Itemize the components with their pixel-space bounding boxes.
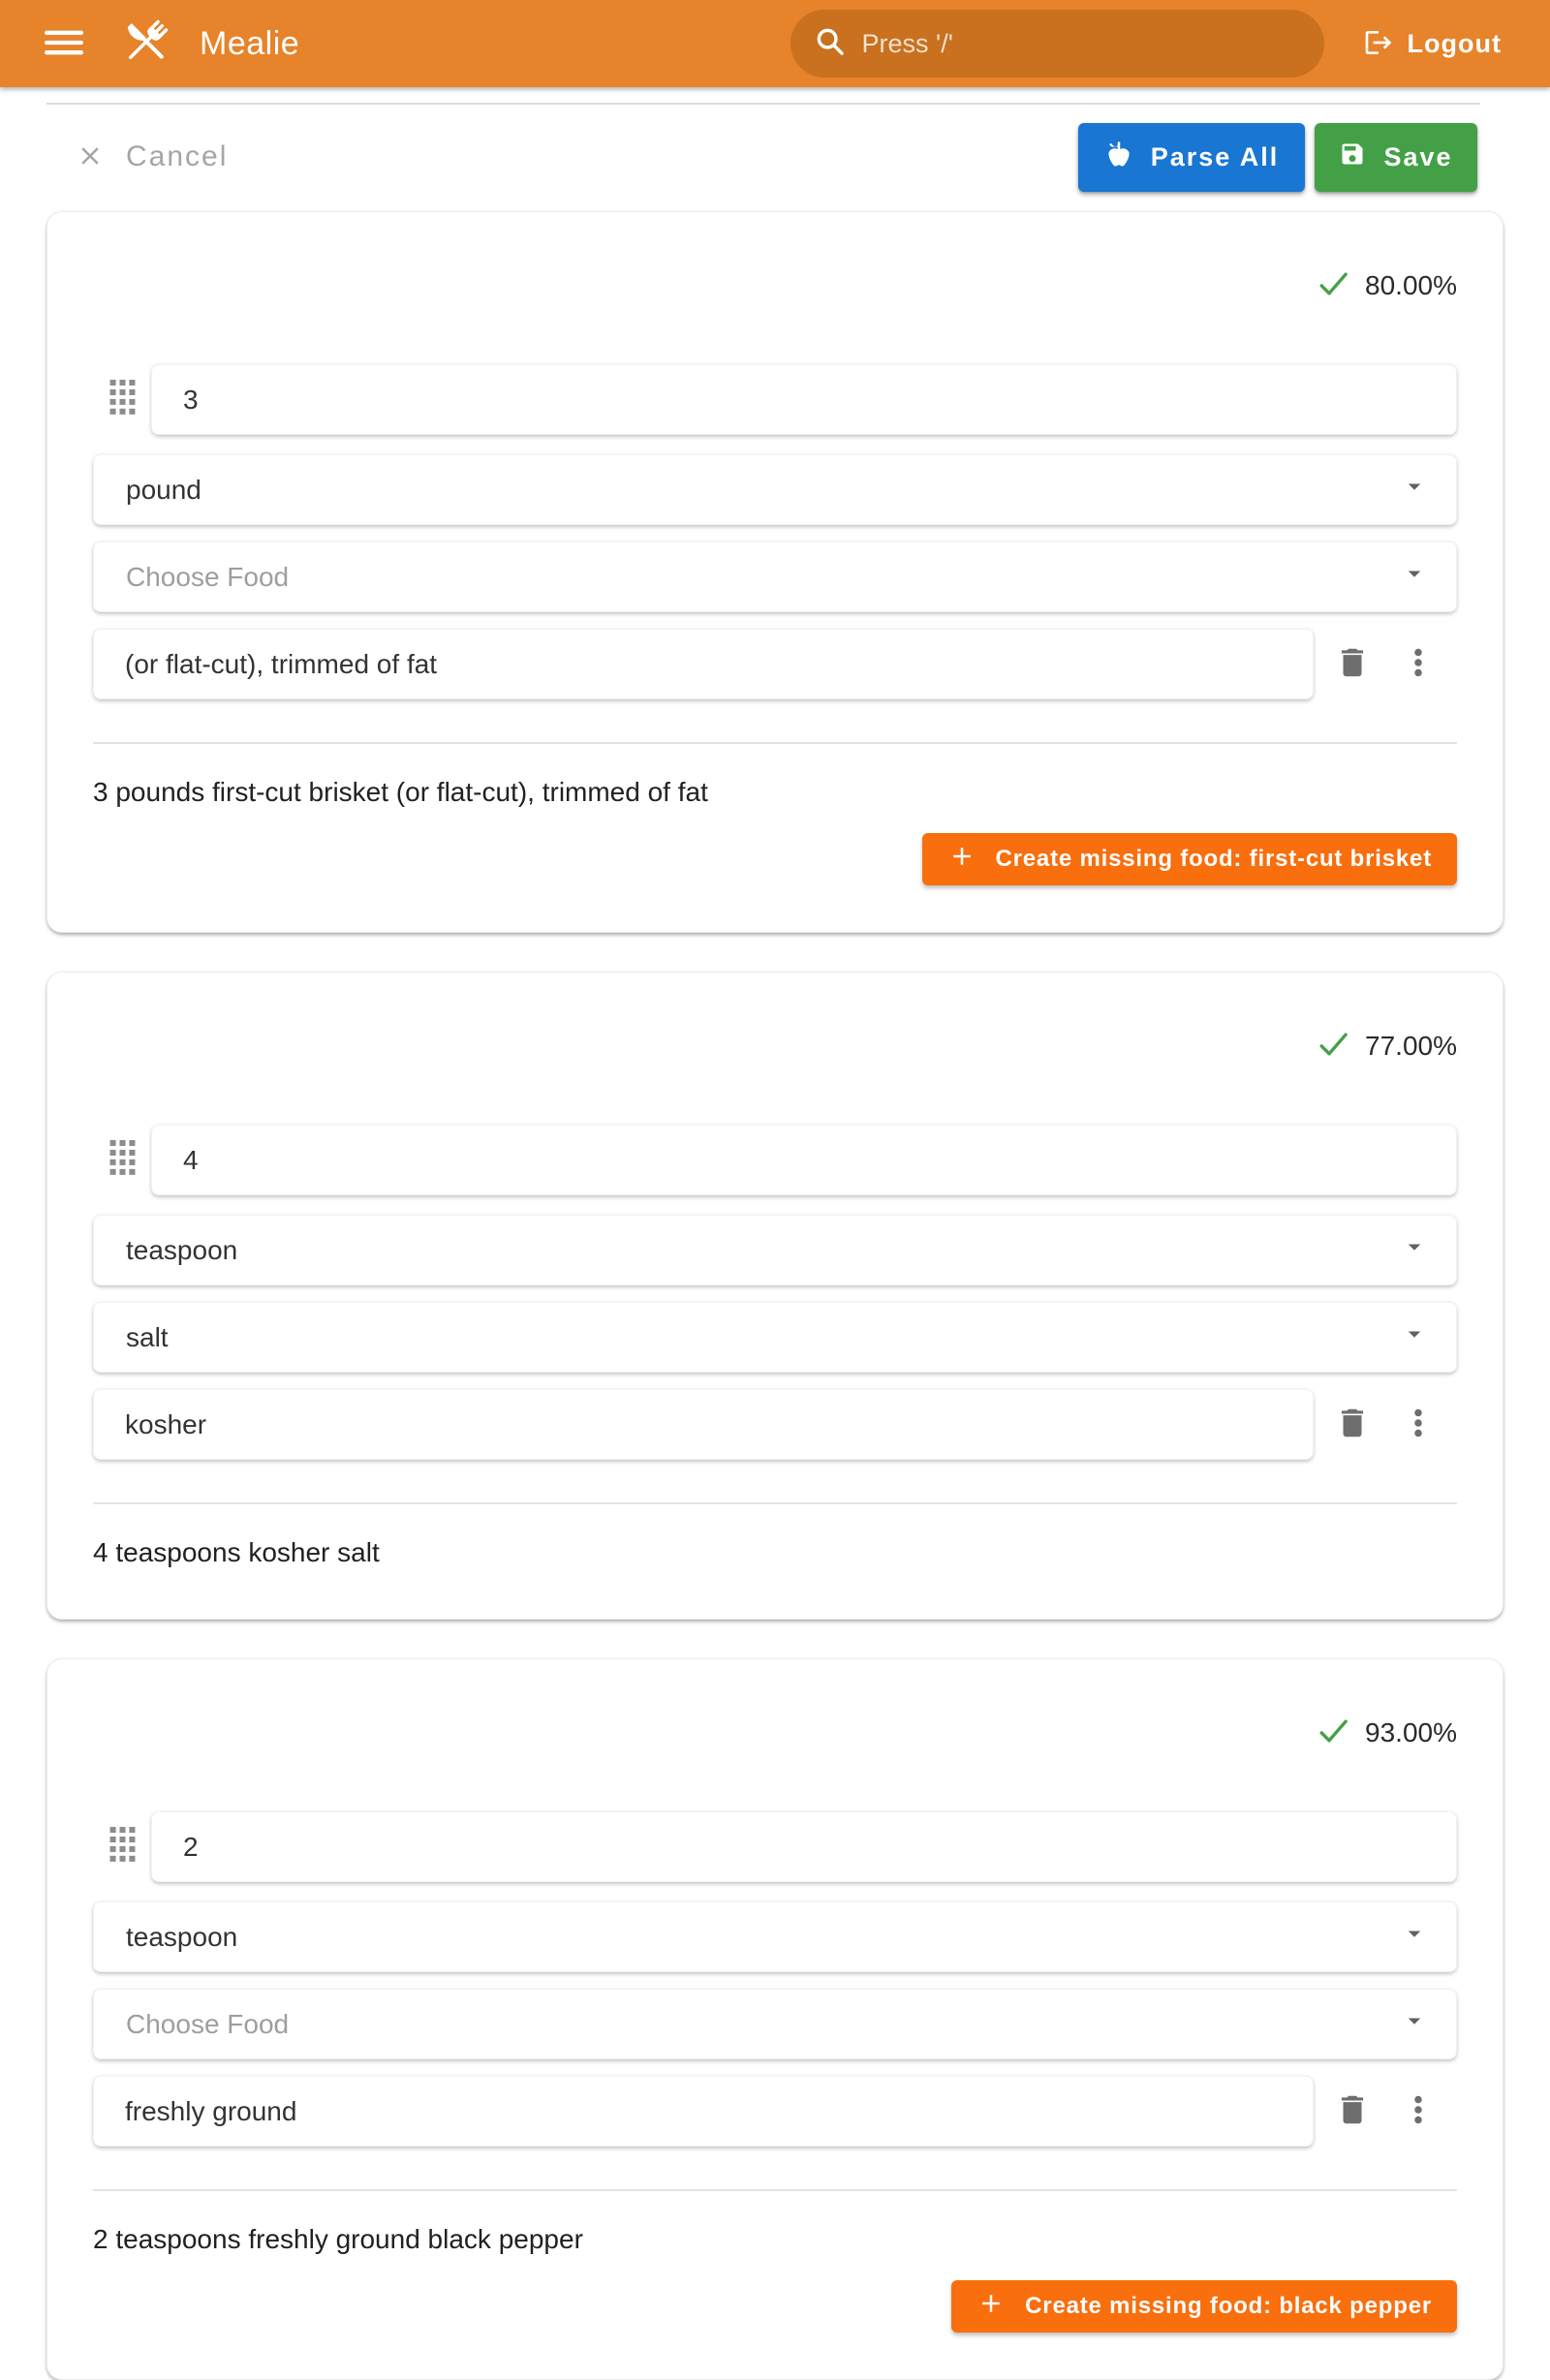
food-select[interactable]: [93, 1302, 1457, 1373]
original-ingredient-text: 2 teaspoons freshly ground black pepper: [93, 2224, 583, 2254]
quantity-input[interactable]: [151, 1125, 1457, 1195]
menu-button[interactable]: [39, 18, 89, 69]
cancel-label: Cancel: [126, 140, 229, 172]
more-options-button[interactable]: [1393, 1400, 1443, 1450]
unit-select[interactable]: [93, 1215, 1457, 1285]
confidence-value: 80.00%: [1365, 270, 1457, 300]
quantity-row: [93, 1125, 1457, 1195]
confidence-row: [93, 1027, 1457, 1066]
menu-down-triangle-icon: [1400, 2006, 1429, 2042]
create-missing-food-button[interactable]: [951, 2280, 1457, 2333]
missing-food-row: [93, 833, 1457, 885]
logout-button[interactable]: [1357, 19, 1507, 69]
quantity-input[interactable]: [151, 1811, 1457, 1882]
save-label: Save: [1383, 141, 1453, 171]
exit-door-icon: [1363, 27, 1394, 61]
original-ingredient-text: 3 pounds first-cut brisket (or flat-cut), trimmed of fat: [93, 777, 708, 807]
drag-handle[interactable]: [93, 1827, 151, 1867]
menu-down-triangle-icon: [1400, 1232, 1429, 1268]
quantity-row: [93, 364, 1457, 435]
apple-icon: [1104, 139, 1133, 175]
header-content-divider: [46, 103, 1480, 105]
note-row: [93, 2076, 1457, 2147]
search-input[interactable]: [862, 29, 1301, 59]
green-check-icon: [1317, 1028, 1349, 1066]
drag-handle[interactable]: [93, 1140, 151, 1180]
hamburger-icon: [45, 23, 83, 65]
menu-down-triangle-icon: [1400, 559, 1429, 595]
mealie-logo[interactable]: [118, 14, 174, 75]
ingredient-card: [46, 211, 1504, 933]
cancel-button[interactable]: [76, 140, 228, 173]
confidence-value: 93.00%: [1365, 1717, 1457, 1747]
divider: [93, 2189, 1457, 2191]
quantity-input[interactable]: [151, 364, 1457, 435]
ingredient-card-list: [46, 211, 1504, 2380]
quantity-row: [93, 1811, 1457, 1882]
parse-all-label: Parse All: [1150, 141, 1280, 171]
note-input[interactable]: [93, 629, 1314, 699]
note-row: [93, 1389, 1457, 1460]
more-options-button[interactable]: [1393, 639, 1443, 690]
note-input[interactable]: [93, 2076, 1314, 2147]
create-missing-food-label: Create missing food: first-cut brisket: [995, 846, 1432, 872]
note-row: [93, 629, 1457, 699]
unit-select-value: pound: [126, 474, 202, 505]
vertical-dots-icon: [1401, 2092, 1436, 2130]
logout-label: Logout: [1407, 28, 1502, 58]
green-check-icon: [1317, 1715, 1349, 1752]
floppy-disk-icon: [1339, 140, 1366, 174]
delete-ingredient-button[interactable]: [1327, 639, 1378, 690]
unit-select[interactable]: [93, 454, 1457, 525]
delete-ingredient-button[interactable]: [1327, 2086, 1378, 2137]
search-icon: [814, 25, 847, 63]
trash-can-icon: [1334, 644, 1371, 684]
create-missing-food-button[interactable]: [922, 833, 1457, 885]
drag-handle[interactable]: [93, 380, 151, 419]
app-title: Mealie: [200, 24, 300, 62]
menu-down-triangle-icon: [1400, 472, 1429, 508]
more-options-button[interactable]: [1393, 2086, 1443, 2137]
parse-all-button[interactable]: [1078, 123, 1305, 192]
parser-toolbar: [0, 122, 1550, 192]
missing-food-row: [93, 2280, 1457, 2333]
confidence-row: [93, 266, 1457, 305]
create-missing-food-label: Create missing food: black pepper: [1025, 2293, 1432, 2319]
food-select[interactable]: [93, 1989, 1457, 2059]
confidence-row: [93, 1714, 1457, 1752]
ingredient-card: [46, 972, 1504, 1620]
ingredient-card: [46, 1658, 1504, 2380]
trash-can-icon: [1334, 2091, 1371, 2131]
search-bar[interactable]: [790, 10, 1324, 77]
drag-dots-grid-icon: [109, 380, 136, 419]
unit-select-value: teaspoon: [126, 1921, 238, 1952]
save-button[interactable]: [1315, 123, 1477, 192]
food-select-value: Choose Food: [126, 561, 290, 592]
close-x-icon: [76, 141, 105, 173]
plus-icon: [947, 842, 976, 878]
note-input[interactable]: [93, 1389, 1314, 1460]
menu-down-triangle-icon: [1400, 1319, 1429, 1355]
divider: [93, 742, 1457, 744]
vertical-dots-icon: [1401, 645, 1436, 683]
crossed-fork-knife-icon: [118, 14, 174, 75]
plus-icon: [976, 2289, 1006, 2325]
divider: [93, 1502, 1457, 1504]
unit-select[interactable]: [93, 1901, 1457, 1972]
app-bar: [0, 0, 1550, 87]
drag-dots-grid-icon: [109, 1827, 136, 1867]
unit-select-value: teaspoon: [126, 1234, 238, 1265]
delete-ingredient-button[interactable]: [1327, 1400, 1378, 1450]
confidence-value: 77.00%: [1365, 1031, 1457, 1061]
vertical-dots-icon: [1401, 1406, 1436, 1443]
food-select[interactable]: [93, 541, 1457, 612]
food-select-value: salt: [126, 1321, 169, 1352]
food-select-value: Choose Food: [126, 2008, 290, 2039]
menu-down-triangle-icon: [1400, 1919, 1429, 1955]
trash-can-icon: [1334, 1405, 1371, 1444]
drag-dots-grid-icon: [109, 1140, 136, 1180]
original-ingredient-text: 4 teaspoons kosher salt: [93, 1537, 380, 1567]
green-check-icon: [1317, 267, 1349, 305]
